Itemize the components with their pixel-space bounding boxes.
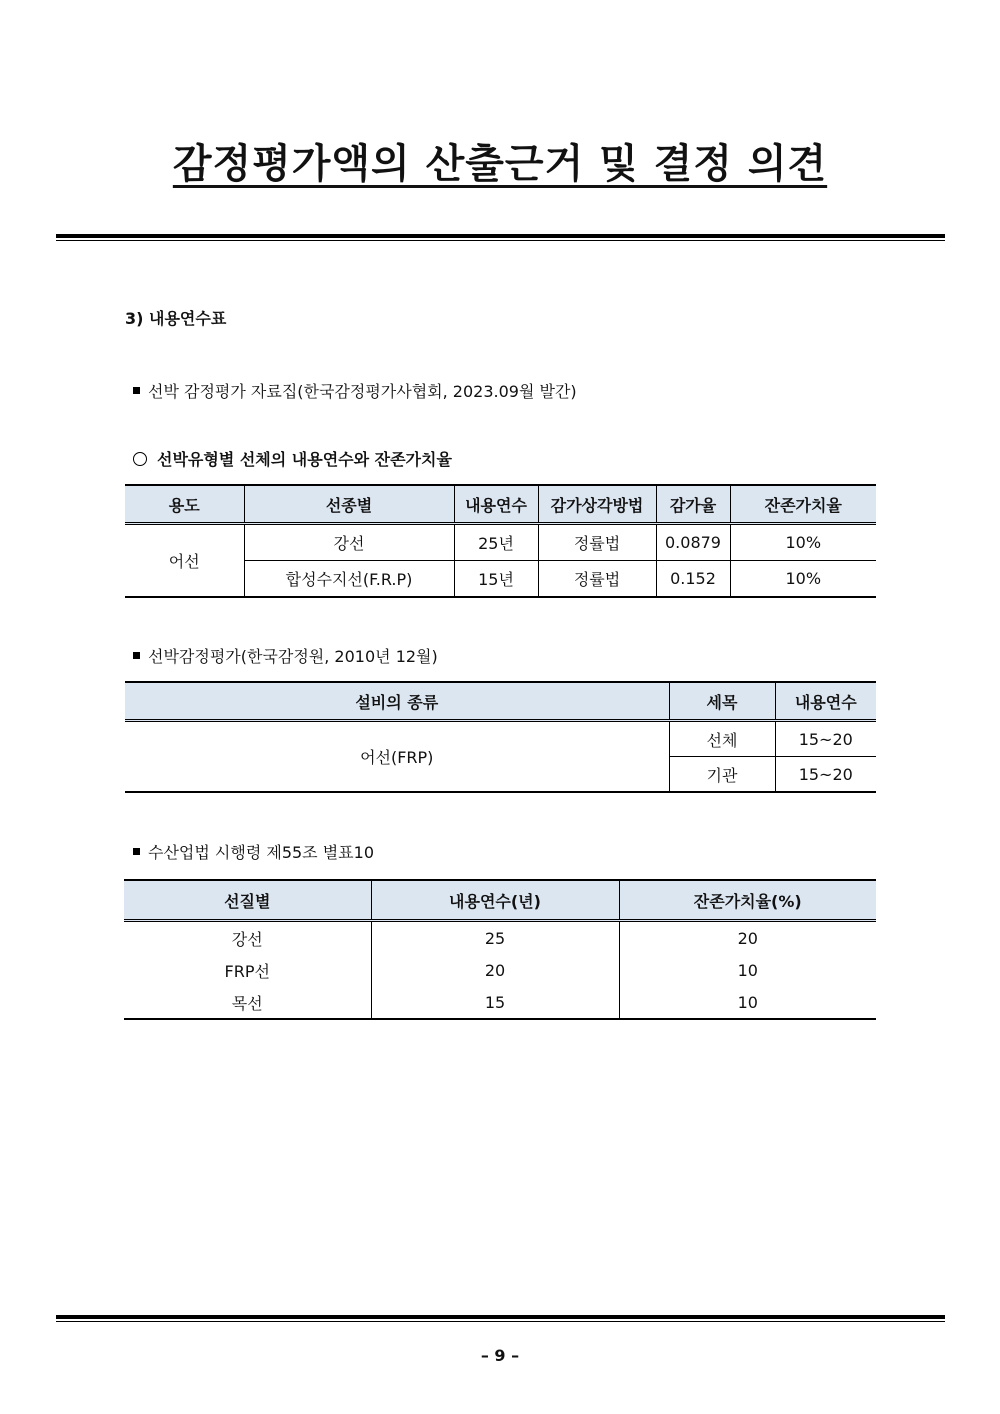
top-double-rule bbox=[56, 234, 945, 241]
table-cell: 10% bbox=[730, 524, 876, 561]
table-row bbox=[124, 921, 876, 955]
table-header-row bbox=[124, 880, 876, 921]
table-header-row bbox=[125, 682, 876, 721]
bullet-text-3: 수산업법 시행령 제55조 별표10 bbox=[148, 843, 374, 862]
page-number: – 9 – bbox=[480, 1346, 520, 1365]
table-cell: 10 bbox=[619, 954, 876, 986]
bullet-line-3 bbox=[133, 840, 374, 863]
table-cell: 0.0879 bbox=[656, 524, 730, 561]
subheading-text: 선박유형별 선체의 내용연수와 잔존가치율 bbox=[157, 450, 452, 469]
table-cell: 강선 bbox=[244, 524, 454, 561]
table-cell: 합성수지선(F.R.P) bbox=[244, 561, 454, 598]
header-cell: 내용연수(년) bbox=[371, 880, 619, 921]
header-cell: 선질별 bbox=[124, 880, 371, 921]
header-cell: 세목 bbox=[669, 682, 775, 721]
table-cell: 10% bbox=[730, 561, 876, 598]
page-title bbox=[0, 132, 1000, 189]
table-cell: 20 bbox=[371, 954, 619, 986]
header-cell: 선종별 bbox=[244, 485, 454, 524]
bullet-text-1: 선박 감정평가 자료집(한국감정평가사협회, 2023.09월 발간) bbox=[148, 382, 577, 401]
square-bullet-icon bbox=[133, 652, 140, 659]
category-cell: 어선(FRP) bbox=[125, 721, 669, 793]
subheading bbox=[133, 447, 452, 470]
table-cell: 15 bbox=[371, 986, 619, 1019]
header-cell: 감가율 bbox=[656, 485, 730, 524]
header-cell: 잔존가치율 bbox=[730, 485, 876, 524]
table-cell: 25 bbox=[371, 921, 619, 955]
section-heading: 3) 내용연수표 bbox=[125, 309, 227, 328]
bullet-line-1 bbox=[133, 379, 577, 402]
table-cell: 15년 bbox=[454, 561, 538, 598]
circle-bullet-icon bbox=[133, 452, 147, 466]
table-cell: 0.152 bbox=[656, 561, 730, 598]
header-cell: 잔존가치율(%) bbox=[619, 880, 876, 921]
table-cell: FRP선 bbox=[124, 954, 371, 986]
square-bullet-icon bbox=[133, 848, 140, 855]
table-cell: 15~20 bbox=[775, 721, 876, 757]
table-cell: 20 bbox=[619, 921, 876, 955]
equipment-useful-life-table bbox=[125, 681, 876, 793]
table-row bbox=[124, 986, 876, 1019]
table-cell: 정률법 bbox=[538, 524, 656, 561]
bullet-text-2: 선박감정평가(한국감정원, 2010년 12월) bbox=[148, 647, 438, 666]
table-row bbox=[124, 954, 876, 986]
bullet-line-2 bbox=[133, 644, 438, 667]
bottom-double-rule bbox=[56, 1315, 945, 1322]
table-cell: 기관 bbox=[669, 757, 775, 793]
table-cell: 선체 bbox=[669, 721, 775, 757]
header-cell: 용도 bbox=[125, 485, 244, 524]
table-cell: 강선 bbox=[124, 921, 371, 955]
header-cell: 설비의 종류 bbox=[125, 682, 669, 721]
table-cell: 15~20 bbox=[775, 757, 876, 793]
fisheries-act-useful-life-table bbox=[124, 879, 876, 1020]
header-cell: 내용연수 bbox=[775, 682, 876, 721]
table-cell: 목선 bbox=[124, 986, 371, 1019]
usage-cell: 어선 bbox=[125, 524, 244, 598]
header-cell: 감가상각방법 bbox=[538, 485, 656, 524]
table-cell: 10 bbox=[619, 986, 876, 1019]
table-cell: 정률법 bbox=[538, 561, 656, 598]
table-cell: 25년 bbox=[454, 524, 538, 561]
table-row bbox=[125, 721, 876, 757]
table-row bbox=[125, 524, 876, 561]
table-header-row bbox=[125, 485, 876, 524]
page-title-text: 감정평가액의 산출근거 및 결정 의견 bbox=[172, 141, 828, 187]
header-cell: 내용연수 bbox=[454, 485, 538, 524]
square-bullet-icon bbox=[133, 387, 140, 394]
useful-life-table-by-vessel-type bbox=[125, 484, 876, 598]
